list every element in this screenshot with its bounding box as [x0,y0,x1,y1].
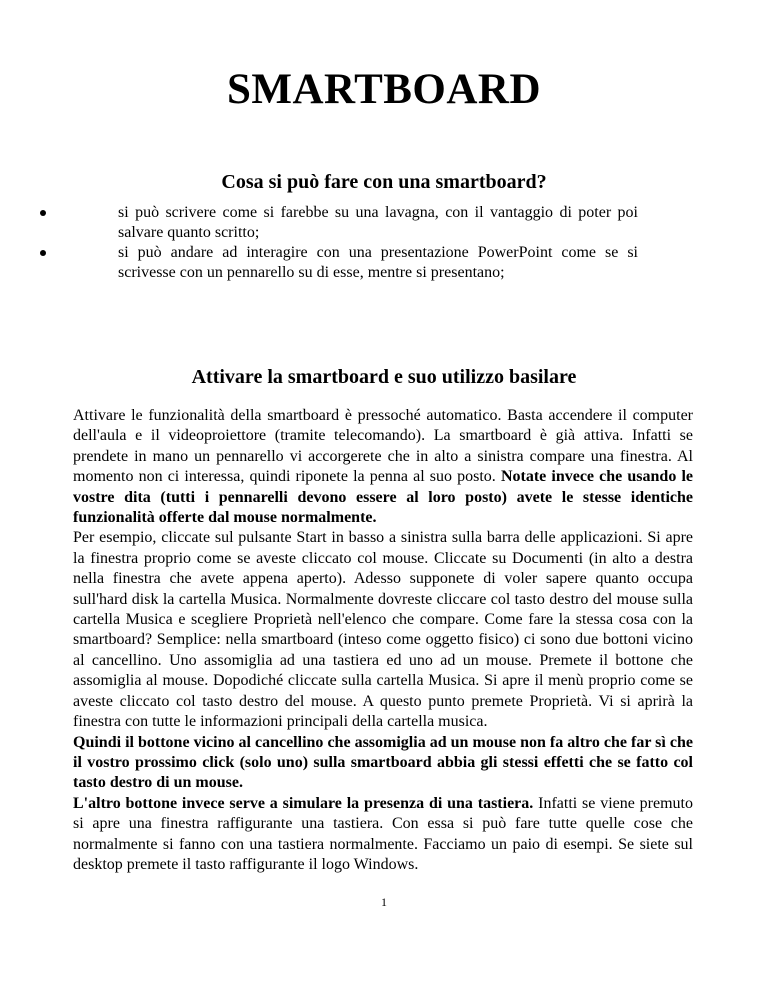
section-heading-capabilities: Cosa si può fare con una smartboard? [221,171,547,193]
paragraph-2-text: Per esempio, cliccate sul pulsante Start in basso a sinistra sulla barra delle applicazioni. Si apre la finestra proprio come se aveste cliccato col mouse. Cliccate su Documenti (in alto a destra nella finestra che avete appena aperto). Adesso supponete di voler sapere quanto occupa sull'hard disk la cartella Musica. Normalmente dovreste cliccare col tasto destro del mouse sulla cartella Musica e scegliere Proprietà nell'elenco che compare. Come fare la stessa cosa con la smartboard? Semplice: nella smartboard (inteso come oggetto fisico) ci sono due bottoni vicino al cancellino. Uno assomiglia ad una tastiera ed uno ad un mouse. Premete il bottone che assomiglia al mouse. Dopodiché cliccate sulla cartella Musica. Si apre il menù proprio come se aveste cliccato col tasto destro del mouse. A questo punto premete Proprietà. Vi si aprirà la finestra con tutte le informazioni principali della cartella musica. [73,529,693,731]
list-item-text: si può scrivere come si farebbe su una lavagna, con il vantaggio di poter poi salvare quanto scritto; [118,204,638,241]
section-heading-activation: Attivare la smartboard e suo utilizzo basilare [191,366,577,388]
capabilities-list [0,203,768,283]
page-number: 1 [381,895,387,909]
bullet-icon [40,210,46,216]
list-item-text: si può andare ad interagire con una presentazione PowerPoint come se si scrivesse con un pennarello su di esse, mentre si presentano; [118,244,638,281]
paragraph-3-emphasis: Quindi il bottone vicino al cancellino che assomiglia ad un mouse non fa altro che far sì che il vostro prossimo click (solo uno) sulla smartboard abbia gli stessi effetti che se fatto col tasto destro di un mouse. [73,733,693,792]
list-item [118,203,638,243]
document-title: SMARTBOARD [226,66,542,113]
list-item [118,243,638,283]
paragraph-4-emphasis: L'altro bottone invece serve a simulare la presenza di una tastiera. [73,794,534,812]
bullet-icon [40,250,46,256]
paragraph-1-text: Attivare le funzionalità della smartboard è pressoché automatico. Basta accendere il computer dell'aula e il videoproiettore (tramite telecomando). La smartboard è già attiva. Infatti se prendete in mano un pennarello vi accorgerete che in alto a sinistra compare una finestra. Al momento non ci interessa, quindi riponete la penna al suo posto. [73,407,693,486]
paragraph-1-emphasis: Notate invece che usando le vostre dita (tutti i pennarelli devono essere al loro posto) avete le stesse identiche funzionalità offerte dal mouse normalmente. [73,468,694,527]
body-text [73,406,693,875]
paragraph-4-text: Infatti se viene premuto si apre una finestra raffigurante una tastiera. Con essa si può fare tutte quelle cose che normalmente si fanno con una tastiera normalmente. Facciamo un paio di esempi. Se siete sul desktop premete il tasto raffigurante il logo Windows. [73,794,694,873]
